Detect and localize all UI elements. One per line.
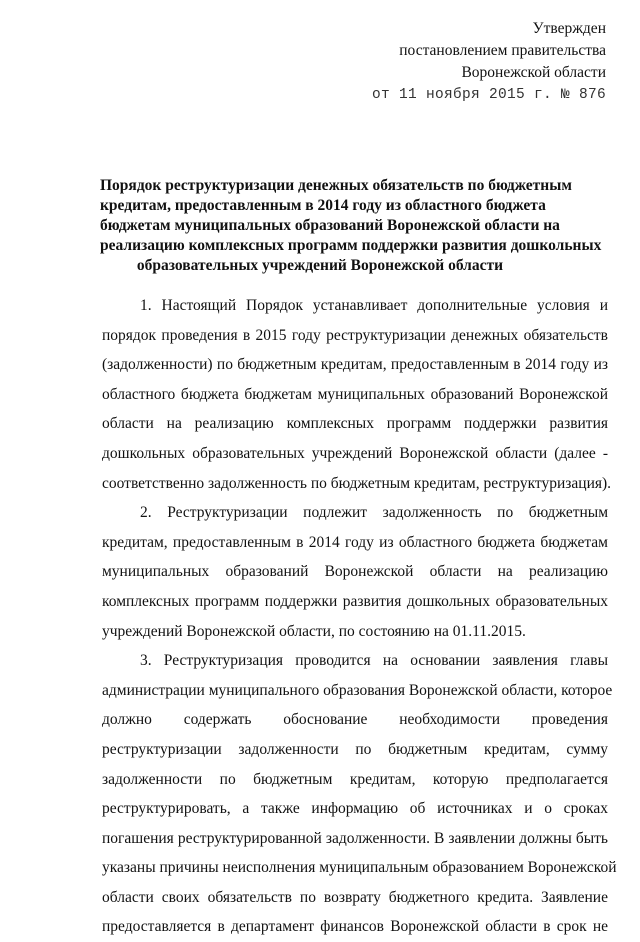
paragraph-3-line: должно содержать обоснование необходимости проведения	[102, 711, 608, 729]
paragraph-2-line: 2. Реструктуризации подлежит задолженность по бюджетным	[140, 504, 608, 522]
approval-line-date-number: от 11 ноября 2015 г. № 876	[371, 87, 606, 103]
paragraph-2-line: комплексных программ поддержки развития дошкольных образовательных	[102, 592, 608, 610]
approval-line-approved: Утвержден	[532, 20, 606, 37]
paragraph-1-line: области на реализацию комплексных программ поддержки развития	[102, 415, 608, 433]
paragraph-3-line: реструктурировать, а также информацию об источниках и о сроках	[102, 800, 608, 818]
paragraph-3-line: администрации муниципального образования Воронежской области, которое	[102, 681, 613, 699]
paragraph-3-line: предоставляется в департамент финансов Воронежской области в срок не	[102, 918, 608, 936]
approval-stamp	[306, 18, 606, 106]
paragraph-2-line: кредитам, предоставленным в 2014 году из областного бюджета бюджетам	[102, 533, 608, 551]
title-line: Порядок реструктуризации денежных обязательств по бюджетным	[100, 177, 572, 194]
paragraph-3-line: указаны причины неисполнения муниципальным образованием Воронежской	[102, 859, 617, 877]
paragraph-3-line: задолженности по бюджетным кредитам, которую предполагается	[102, 770, 608, 788]
paragraph-1-line: 1. Настоящий Порядок устанавливает дополнительные условия и	[140, 297, 608, 314]
paragraph-3-line: области своих обязательств по возврату бюджетного кредита. Заявление	[102, 888, 608, 906]
paragraph-2-line: учреждений Воронежской области, по состоянию на 01.11.2015.	[102, 622, 526, 640]
paragraph-1-line: дошкольных образовательных учреждений Воронежской области (далее -	[102, 444, 608, 462]
approval-line-region: Воронежской области	[461, 64, 606, 81]
paragraph-3-line: реструктуризации задолженности по бюджетным кредитам, сумму	[102, 740, 608, 758]
paragraph-3-line: 3. Реструктуризация проводится на основании заявления главы	[140, 652, 608, 670]
paragraph-3-line: погашения реструктурированной задолженности. В заявлении должны быть	[102, 829, 608, 847]
title-line: бюджетам муниципальных образований Воронежской области на	[100, 217, 560, 234]
title-line: реализацию комплексных программ поддержки развития дошкольных	[100, 237, 602, 254]
paragraph-1-line: (задолженности) по бюджетным кредитам, предоставленным в 2014 году из	[102, 356, 608, 374]
title-line: образовательных учреждений Воронежской области	[136, 257, 504, 274]
paragraph-1-line: соответственно задолженность по бюджетным кредитам, реструктуризация).	[102, 474, 612, 492]
document-body	[102, 291, 617, 942]
paragraph-1-line: порядок проведения в 2015 году реструктуризации денежных обязательств	[102, 326, 608, 344]
paragraph-1-line: областного бюджета бюджетам муниципальных образований Воронежской	[102, 385, 608, 403]
title-line: кредитам, предоставленным в 2014 году из областного бюджета	[100, 197, 546, 214]
approval-line-resolution: постановлением правительства	[399, 42, 606, 59]
document-title	[100, 176, 602, 276]
paragraph-2-line: муниципальных образований Воронежской области на реализацию	[102, 563, 608, 581]
